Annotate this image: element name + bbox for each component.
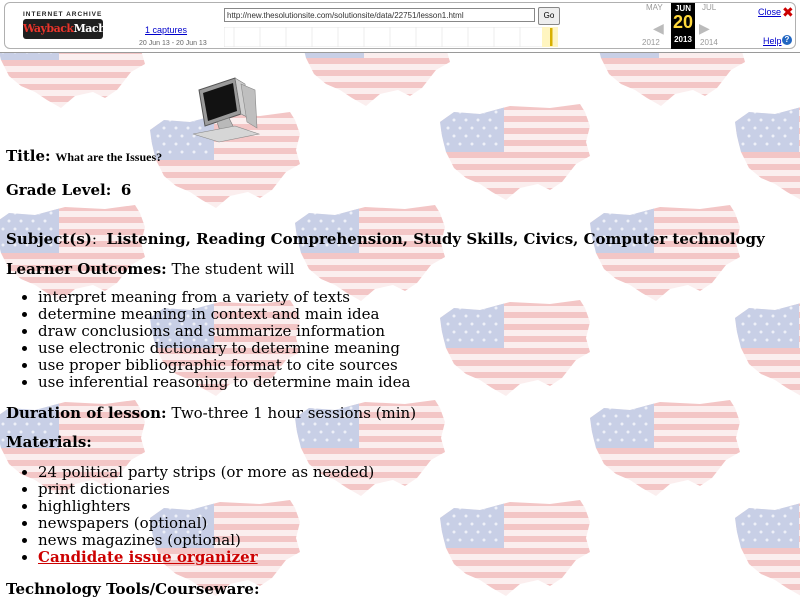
materials-heading <box>6 433 92 451</box>
url-input[interactable]: http://new.thesolutionsite.com/solutionsite/data/22751/lesson1.html <box>224 8 535 22</box>
help-question-icon[interactable]: ? <box>782 35 792 45</box>
current-year: 2013 <box>674 35 692 44</box>
subjects-value: Listening, Reading Comprehension, Study Skills, Civics, Computer technology <box>106 230 765 248</box>
duration-value: Two-three 1 hour sessions (min) <box>171 404 417 422</box>
list-item: • print dictionaries <box>38 481 374 498</box>
wayback-logo-word-b: Machine <box>73 22 124 35</box>
outcomes-list <box>22 289 410 391</box>
list-item-link <box>38 549 374 566</box>
capture-sparkline[interactable] <box>224 27 558 47</box>
subjects-row: Subject(s): Listening, Reading Comprehension, Study Skills, Civics, Computer technology <box>6 230 765 248</box>
grade-value: 6 <box>120 181 132 199</box>
wayback-logo-mark <box>23 19 124 39</box>
prev-capture-arrow-icon[interactable]: ◀ <box>653 20 664 36</box>
lesson-page <box>0 52 800 600</box>
title-label: Title: <box>6 147 51 165</box>
technology-label: Technology Tools/Courseware: <box>6 580 260 598</box>
list-item: • use inferential reasoning to determine main idea <box>38 374 410 391</box>
subjects-label: Subject(s) <box>6 230 92 248</box>
duration-label: Duration of lesson: <box>6 404 167 422</box>
current-month: JUN <box>674 4 691 13</box>
outcomes-label: Learner Outcomes: <box>6 260 167 278</box>
duration-row <box>6 404 416 422</box>
current-capture-date <box>671 3 695 49</box>
grade-row <box>6 181 131 199</box>
wayback-logo[interactable] <box>23 11 124 43</box>
wayback-toolbar <box>0 0 800 53</box>
prev-month-label[interactable]: MAY <box>646 3 663 12</box>
next-month-label[interactable]: JUL <box>702 3 717 12</box>
captures-link[interactable]: 1 captures <box>145 25 188 35</box>
outcomes-intro: The student will <box>171 260 295 278</box>
list-item: • use proper bibliographic format to cite sources <box>38 357 410 374</box>
list-item: • highlighters <box>38 498 374 515</box>
prev-year-label[interactable]: 2012 <box>642 38 660 47</box>
lesson-title: What are the Issues? <box>55 150 163 164</box>
list-item: • use electronic dictionary to determine meaning <box>38 340 410 357</box>
capture-date-range: 20 Jun 13 - 20 Jun 13 <box>139 40 207 47</box>
current-day: 20 <box>672 12 694 32</box>
close-x-icon[interactable]: ✖ <box>782 4 794 20</box>
close-link[interactable]: Close <box>758 7 782 17</box>
list-item: • draw conclusions and summarize information <box>38 323 410 340</box>
list-item: • 24 political party strips (or more as needed) <box>38 464 374 481</box>
list-item: • news magazines (optional) <box>38 532 374 549</box>
wayback-toolbar-frame <box>4 2 796 49</box>
wayback-logo-word-a: Wayback <box>23 22 74 35</box>
list-item: • newspapers (optional) <box>38 515 374 532</box>
help-link[interactable]: Help <box>763 36 782 46</box>
list-item: • interpret meaning from a variety of texts <box>38 289 410 306</box>
candidate-issue-organizer-link[interactable]: Candidate issue organizer <box>38 548 258 566</box>
materials-label: Materials: <box>6 433 92 451</box>
technology-heading <box>6 580 260 598</box>
outcomes-row <box>6 260 294 278</box>
computer-monitor-icon <box>189 76 263 144</box>
next-capture-arrow-icon[interactable]: ▶ <box>699 20 710 36</box>
next-year-label[interactable]: 2014 <box>700 38 718 47</box>
materials-list <box>22 464 374 566</box>
go-button[interactable]: Go <box>538 7 560 25</box>
list-item: • determine meaning in context and main idea <box>38 306 410 323</box>
wayback-logo-top: INTERNET ARCHIVE <box>23 11 103 18</box>
grade-label: Grade Level: <box>6 181 112 199</box>
title-row <box>6 147 162 165</box>
